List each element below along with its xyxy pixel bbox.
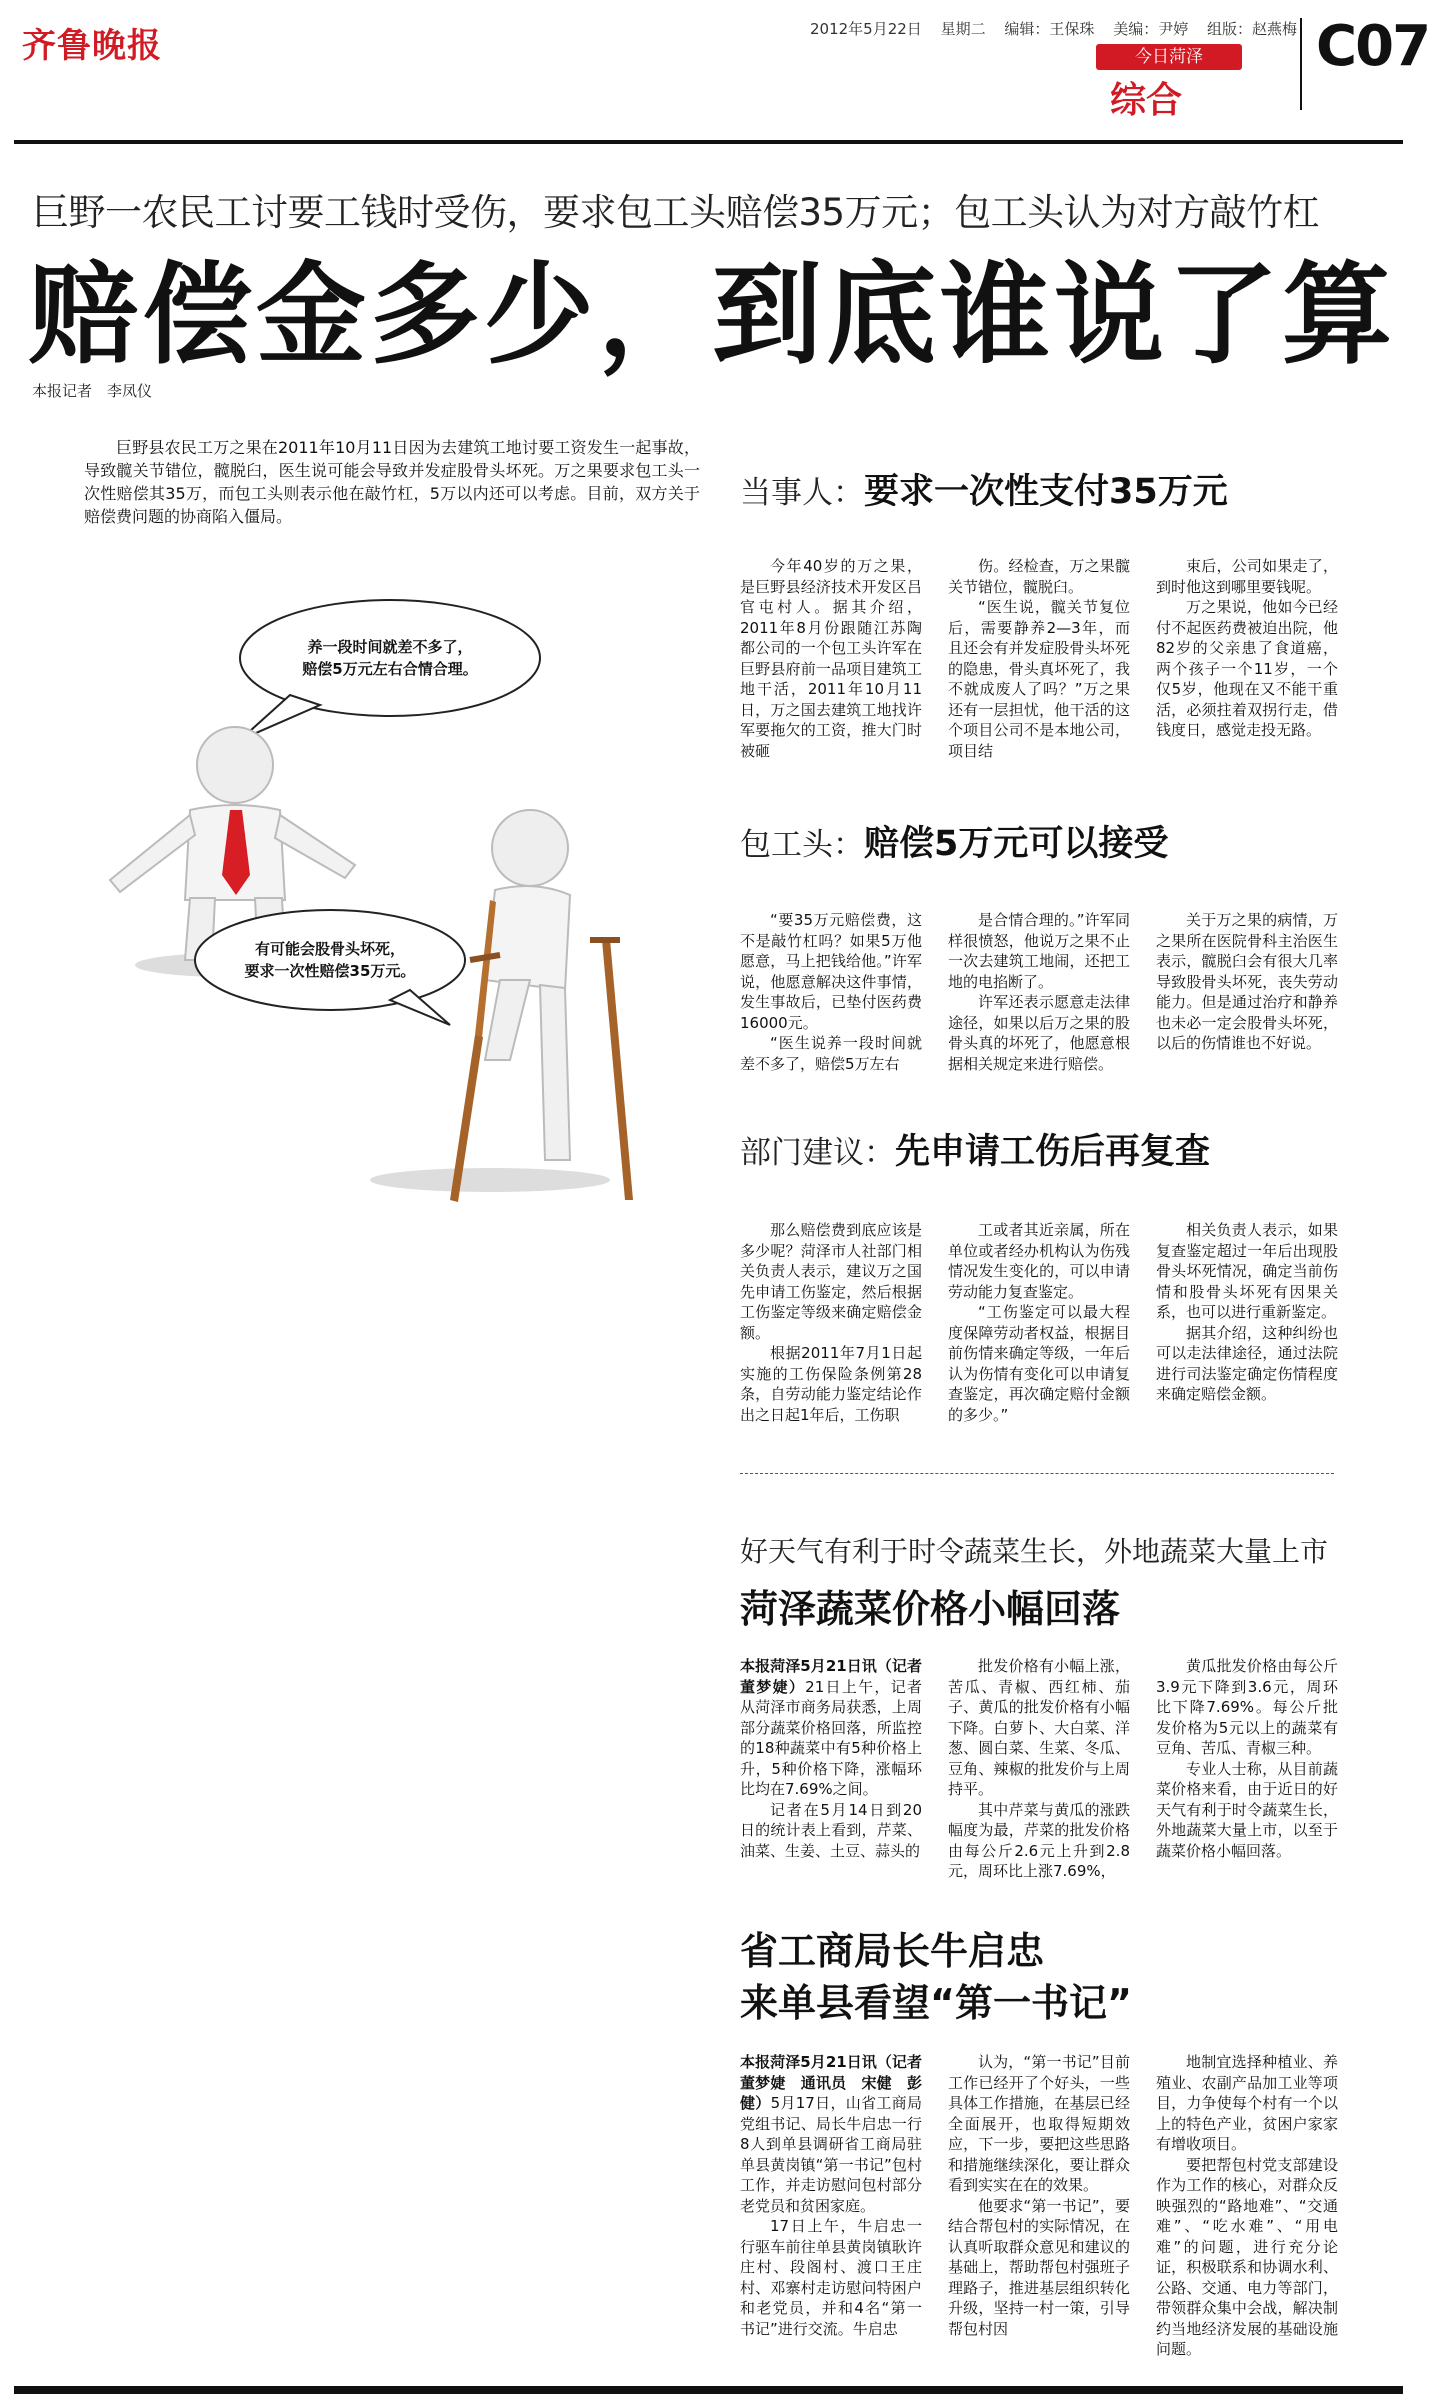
paragraph: 是合情合理的。”许军同样很愤怒，他说万之果不止一次去建筑工地闹，还把工地的电掐断了。 [948, 911, 1130, 991]
subhead-department [740, 1124, 1210, 1174]
speech-bubble-bottom [195, 910, 465, 1025]
article-byline: 本报记者 李凤仪 [32, 382, 153, 400]
article-headline: 赔偿金多少，到底谁说了算 [28, 251, 1396, 379]
masthead-divider [1300, 18, 1302, 110]
niu-headline-line2: 来单县看望“第一书记” [740, 1981, 1132, 2025]
veg-headline: 菏泽蔬菜价格小幅回落 [740, 1587, 1121, 1631]
subhead-party [740, 464, 1228, 514]
subhead-department-label: 部门建议： [740, 1135, 895, 1171]
page-number: C07 [1316, 14, 1429, 79]
paragraph: 根据2011年7月1日起实施的工伤保险条例第28条，自劳动能力鉴定结论作出之日起1年后，工伤职 [740, 1344, 922, 1424]
section-contractor-body [740, 910, 1338, 1074]
paragraph: “医生说养一段时间就差不多了，赔偿5万左右 [740, 1034, 922, 1073]
paragraph: 其中芹菜与黄瓜的涨跌幅度为最，芹菜的批发价格由每公斤2.6元上升到2.8元，周环比上涨7.69%， [948, 1800, 1130, 1880]
paragraph: 据其介绍，这种纠纷也可以走法律途径，通过法院进行司法鉴定确定伤情程度来确定赔偿金额。 [1156, 1323, 1338, 1403]
article-kicker: 巨野一农民工讨要工钱时受伤，要求包工头赔偿35万元；包工头认为对方敲竹杠 [32, 191, 1320, 234]
text-column [1156, 910, 1338, 1074]
paragraph: 那么赔偿费到底应该是多少呢？菏泽市人社部门相关负责人表示，建议万之国先申请工伤鉴定，然后根据工伤鉴定等级来确定赔偿金额。 [740, 1221, 922, 1342]
subhead-party-label: 当事人： [740, 475, 864, 511]
subhead-contractor-label: 包工头： [740, 827, 864, 863]
paragraph: 相关负责人表示，如果复查鉴定超过一年后出现股骨头坏死情况，确定当前伤情和股骨头坏死有因果关系，也可以进行重新鉴定。 [1156, 1221, 1338, 1321]
text-column [1156, 1656, 1338, 1882]
illustration [90, 560, 710, 1220]
bubble-top-line1: 养一段时间就差不多了， [307, 638, 473, 656]
paragraph: 许军还表示愿意走法律途径，如果以后万之果的股骨头真的坏死了，他愿意根据相关规定来进行赔偿。 [948, 993, 1130, 1073]
section-department-body [740, 1220, 1338, 1425]
niu-col1-text: 5月17日，山省工商局党组书记、局长牛启忠一行8人到单县调研省工商局驻单县黄岗镇“第一书记”包村工作，并走访慰问包村部分老党员和贫困家庭。 [740, 2094, 922, 2215]
subhead-contractor [740, 816, 1168, 866]
layout-credit: 组版：赵燕梅 [1206, 20, 1297, 38]
article-lede: 巨野县农民工万之果在2011年10月11日因为去建筑工地讨要工资发生一起事故，导致髋关节错位，髋脱臼，医生说可能会导致并发症股骨头坏死。万之果要求包工头一次性赔偿其35万，而包工头则表示他在敲竹杠，5万以内还可以考虑。目前，双方关于赔偿费问题的协商陷入僵局。 [84, 438, 700, 526]
niu-body [740, 2052, 1338, 2360]
bubble-top-line2: 赔偿5万元左右合情合理。 [302, 660, 478, 678]
text-column [948, 910, 1130, 1074]
section-name: 综合 [1110, 80, 1183, 121]
text-column [1156, 556, 1338, 761]
niu-dateline: 本报菏泽5月21日讯（记者 董梦婕 通讯员 宋健 彭健） [740, 2053, 938, 2112]
speech-bubble-top [240, 600, 540, 740]
article-separator [740, 1473, 1334, 1474]
paragraph: 17日上午，牛启忠一行驱车前往单县黄岗镇耿许庄村、段阁村、渡口王庄村、邓寨村走访慰问特困户和老党员，并和4名“第一书记”进行交流。牛启忠 [740, 2217, 922, 2338]
bubble-bottom-line2: 要求一次性赔偿35万元。 [244, 962, 416, 980]
section-party-body [740, 556, 1338, 761]
veg-dateline: 本报菏泽5月21日讯（记者 董梦婕） [740, 1657, 938, 1696]
paragraph: 伤。经检查，万之果髋关节错位，髋脱臼。 [948, 557, 1130, 596]
subhead-department-title: 先申请工伤后再复查 [895, 1132, 1211, 1172]
bubble-bottom-line1: 有可能会股骨头坏死， [254, 940, 406, 958]
paragraph: 专业人士称，从目前蔬菜价格来看，由于近日的好天气有利于时令蔬菜生长，外地蔬菜大量上市，以至于蔬菜价格小幅回落。 [1156, 1759, 1338, 1860]
text-column [948, 556, 1130, 761]
top-rule [14, 140, 1403, 144]
text-column [740, 556, 922, 761]
subhead-party-title: 要求一次性支付35万元 [864, 472, 1228, 512]
paragraph: 地制宜选择种植业、养殖业、农副产品加工业等项目，力争使每个村有一个以上的特色产业，贫困户家家有增收项目。 [1156, 2053, 1338, 2153]
paragraph: 要把帮包村党支部建设作为工作的核心，对群众反映强烈的“路地难”、“交通难”、“吃水难”、“用电难”的问题，进行充分论证，积极联系和协调水利、公路、交通、电力等部门，带领群众集中会战，解决制约当地经济发展的基础设施问题。 [1156, 2155, 1338, 2358]
niu-headline-line1: 省工商局长牛启忠 [740, 1929, 1045, 1973]
text-column [740, 1656, 938, 1882]
paragraph: 束后，公司如果走了，到时他这到哪里要钱呢。 [1156, 557, 1338, 596]
paragraph: 他要求“第一书记”，要结合帮包村的实际情况，在认真听取群众意见和建议的基础上，帮助帮包村强班子理路子，推进基层组织转化升级，坚持一村一策，引导帮包村因 [948, 2196, 1130, 2338]
subhead-contractor-title: 赔偿5万元可以接受 [864, 824, 1169, 864]
veg-col1-text: 21日上午，记者从菏泽市商务局获悉，上周部分蔬菜价格回落，所监控的18种蔬菜中有5种价格上升，5种价格下降，涨幅环比均在7.69%之间。 [740, 1677, 922, 1798]
paragraph: “要35万元赔偿费，这不是敲竹杠吗？如果5万他愿意，马上把钱给他。”许军说，他愿意解决这件事情，发生事故后，已垫付医药费16000元。 [740, 911, 922, 1032]
text-column [948, 1220, 1130, 1425]
text-column [740, 1220, 922, 1425]
newspaper-logo: 齐鲁晚报 [22, 26, 162, 66]
editor-credit: 编辑：王保珠 [1004, 20, 1095, 38]
bottom-rule [14, 2386, 1403, 2394]
paragraph: 黄瓜批发价格由每公斤3.9元下降到3.6元，周环比下降7.69%。每公斤批发价格为5元以上的蔬菜有豆角、苦瓜、青椒三种。 [1156, 1657, 1338, 1757]
issue-weekday: 星期二 [940, 20, 986, 38]
designer-credit: 美编：尹婷 [1113, 20, 1189, 38]
text-column [1156, 1220, 1338, 1425]
veg-kicker: 好天气有利于时令蔬菜生长，外地蔬菜大量上市 [740, 1535, 1329, 1568]
text-column [740, 2052, 938, 2360]
paragraph: “医生说，髋关节复位后，需要静养2—3年，而且还会有并发症股骨头坏死的隐患，骨头真坏死了，我不就成废人了吗？”万之果还有一层担忧，他干活的这个项目公司不是本地公司，项目结 [948, 598, 1130, 760]
text-column [1156, 2052, 1338, 2360]
paragraph: 批发价格有小幅上涨，苦瓜、青椒、西红柿、茄子、黄瓜的批发价格有小幅下降。白萝卜、大白菜、洋葱、圆白菜、生菜、冬瓜、豆角、辣椒的批发价与上周持平。 [948, 1657, 1130, 1798]
text-column [948, 1656, 1130, 1882]
issue-date: 2012年5月22日 [810, 20, 922, 38]
paragraph: 今年40岁的万之果，是巨野县经济技术开发区吕官屯村人。据其介绍，2011年8月份跟随江苏陶都公司的一个包工头许军在巨野县府前一品项目建筑工地干活，2011年10月11日，万之国去建筑工地找许军要拖欠的工资，推大门时被砸 [740, 557, 922, 760]
paragraph: 万之果说，他如今已经付不起医药费被迫出院，他82岁的父亲患了食道癌，两个孩子一个11岁，一个仅5岁，他现在又不能干重活，必须拄着双拐行走，借钱度日，感觉走投无路。 [1156, 598, 1338, 739]
paragraph: “工伤鉴定可以最大程度保障劳动者权益，根据目前伤情来确定等级，一年后认为伤情有变化可以申请复查鉴定，再次确定赔付金额的多少。” [948, 1303, 1130, 1424]
text-column [740, 910, 922, 1074]
page-meta [810, 18, 1311, 39]
section-tag: 今日菏泽 [1096, 44, 1242, 70]
paragraph: 认为，“第一书记”目前工作已经开了个好头，一些具体工作措施，在基层已经全面展开，也取得短期效应，下一步，要把这些思路和措施继续深化，要让群众看到实实在在的效果。 [948, 2053, 1130, 2194]
veg-body [740, 1656, 1338, 1882]
text-column [948, 2052, 1130, 2360]
paragraph: 工或者其近亲属，所在单位或者经办机构认为伤残情况发生变化的，可以申请劳动能力复查鉴定。 [948, 1221, 1130, 1301]
paragraph: 关于万之果的病情，万之果所在医院骨科主治医生表示，髋脱臼会有很大几率导致股骨头坏死，丧失劳动能力。但是通过治疗和静养也未必一定会股骨头坏死，以后的伤情谁也不好说。 [1156, 911, 1338, 1052]
paragraph: 记者在5月14日到20日的统计表上看到，芹菜、油菜、生姜、土豆、蒜头的 [740, 1800, 922, 1860]
